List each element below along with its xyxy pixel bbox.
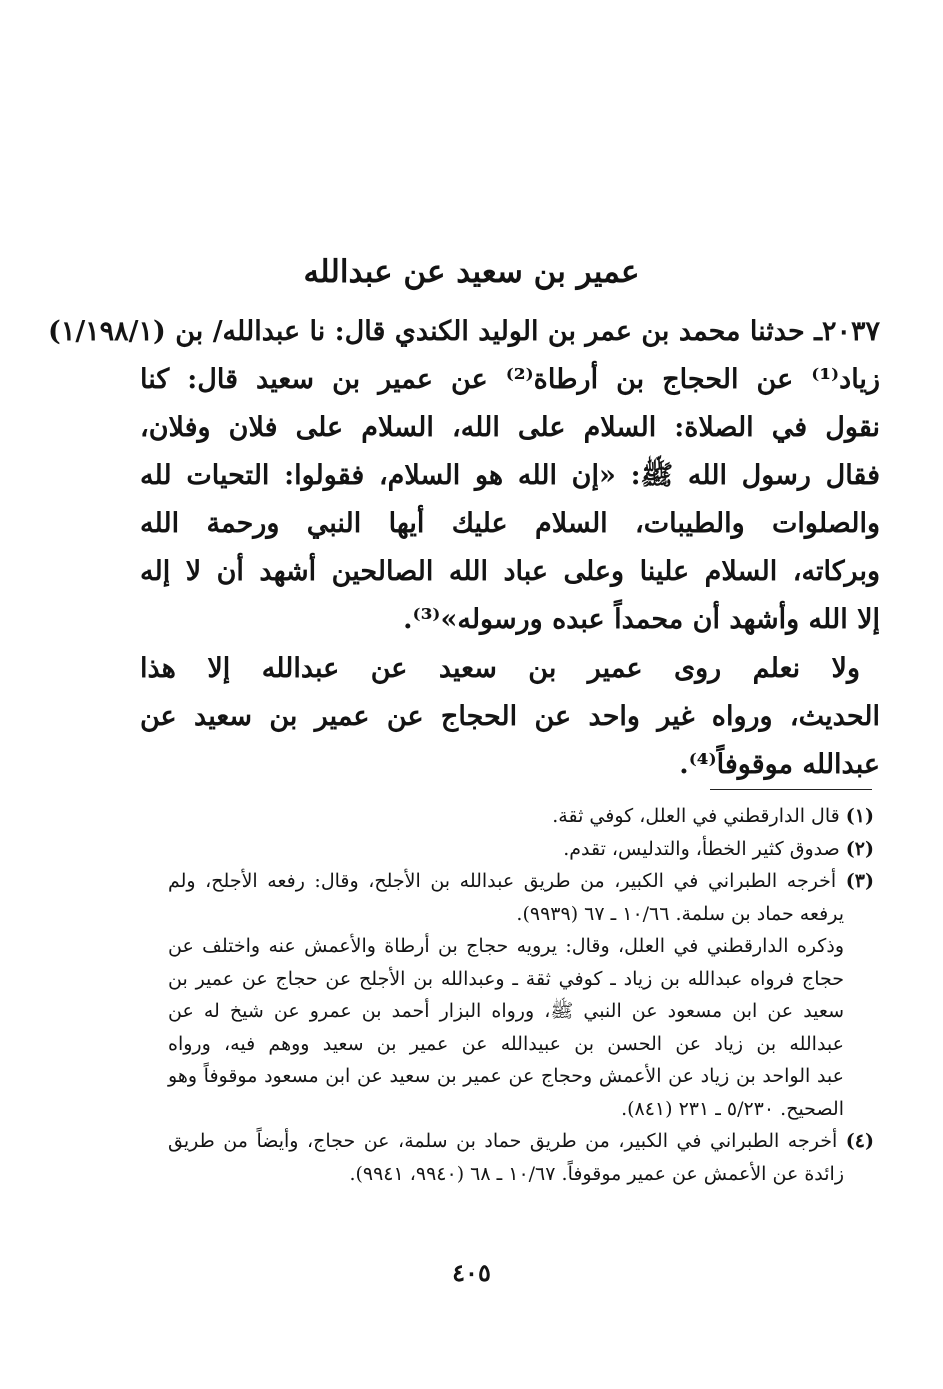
hadith-block: [48, 308, 880, 644]
hadith-line-4: فقال رسول الله ﷺ: «إن الله هو السلام، فقولوا: التحيات لله: [140, 460, 880, 491]
footnote-2: (٢) صدوق كثير الخطأ، والتدليس، تقدم.: [563, 837, 874, 860]
hadith-line-6: وبركاته، السلام علينا وعلى عباد الله الصالحين أشهد أن لا إله: [140, 556, 880, 587]
closing-paragraph: [140, 645, 880, 789]
footnote-3-line-7: عبد الواحد بن زياد عن الأعمش وحجاج عن عمير بن سعيد عن ابن مسعود موقوفاً وهو: [168, 1065, 844, 1087]
closing-line-2: الحديث، ورواه غير واحد عن الحجاج عن عمير بن سعيد عن: [140, 701, 880, 732]
closing-line-1: ولا نعلم روى عمير بن سعيد عن عبدالله إلا هذا: [140, 653, 860, 684]
footnote-3-line-3: وذكره الدارقطني في العلل، وقال: يرويه حجاج بن أرطاة والأعمش عنه واختلف عن: [168, 935, 844, 957]
footnotes: [168, 800, 874, 1190]
hadith-number: ٢٠٣٧: [821, 316, 880, 347]
hadith-line-2: زياد⁽¹⁾ عن الحجاج بن أرطاة⁽²⁾ عن عمير بن سعيد قال: كنا: [140, 364, 880, 395]
hadith-line-3: نقول في الصلاة: السلام على الله، السلام على فلان وفلان،: [140, 412, 880, 443]
page-number: ٤٠٥: [452, 1258, 491, 1287]
footnote-3-line-4: حجاج فرواه عبدالله بن زياد ـ كوفي ثقة ـ وعبدالله بن الأجلح عن حجاج عن عمير بن: [168, 967, 844, 990]
closing-line-3: عبدالله موقوفاً⁽⁴⁾.: [679, 749, 880, 780]
footnote-separator: [710, 789, 872, 790]
footnote-4-line-2: زائدة عن الأعمش عن عمير موقوفاً. ١٠/٦٧ ـ ٦٨ (٩٩٤٠، ٩٩٤١).: [349, 1162, 844, 1185]
footnote-3-line-2: يرفعه حماد بن سلمة. ١٠/٦٦ ـ ٦٧ (٩٩٣٩).: [516, 902, 844, 925]
footnote-3-line-6: عبدالله بن زياد عن الحسن بن عبيدالله عن عمير بن سعيد ووهم فيه، ورواه: [168, 1032, 844, 1055]
footnote-3-line-8: الصحيح. ٥/٢٣٠ ـ ٢٣١ (٨٤١).: [621, 1097, 844, 1120]
hadith-line-1: ٢٠٣٧ـ حدثنا محمد بن عمر بن الوليد الكندي قال: نا عبدالله/ بن (١/١٩٨/١): [48, 316, 880, 347]
hadith-line-7: إلا الله وأشهد أن محمداً عبده ورسوله»⁽³⁾.: [403, 604, 880, 635]
footnote-1: (١) قال الدارقطني في العلل، كوفي ثقة.: [552, 805, 874, 827]
footnote-3-line-5: سعيد عن ابن مسعود عن النبي ﷺ، ورواه البزار أحمد بن عمرو عن شيخ له عن: [168, 1000, 844, 1022]
footnote-4: (٤) أخرجه الطبراني في الكبير، من طريق حماد بن سلمة، عن حجاج، وأيضاً من طريق: [168, 1130, 875, 1152]
hadith-line-5: والصلوات والطيبات، السلام عليك أيها النبي ورحمة الله: [140, 508, 880, 539]
section-title: عمير بن سعيد عن عبدالله: [303, 254, 640, 290]
footnote-3: (٣) أخرجه الطبراني في الكبير، من طريق عبدالله بن الأجلح، وقال: رفعه الأجلح، ولم: [168, 870, 874, 892]
